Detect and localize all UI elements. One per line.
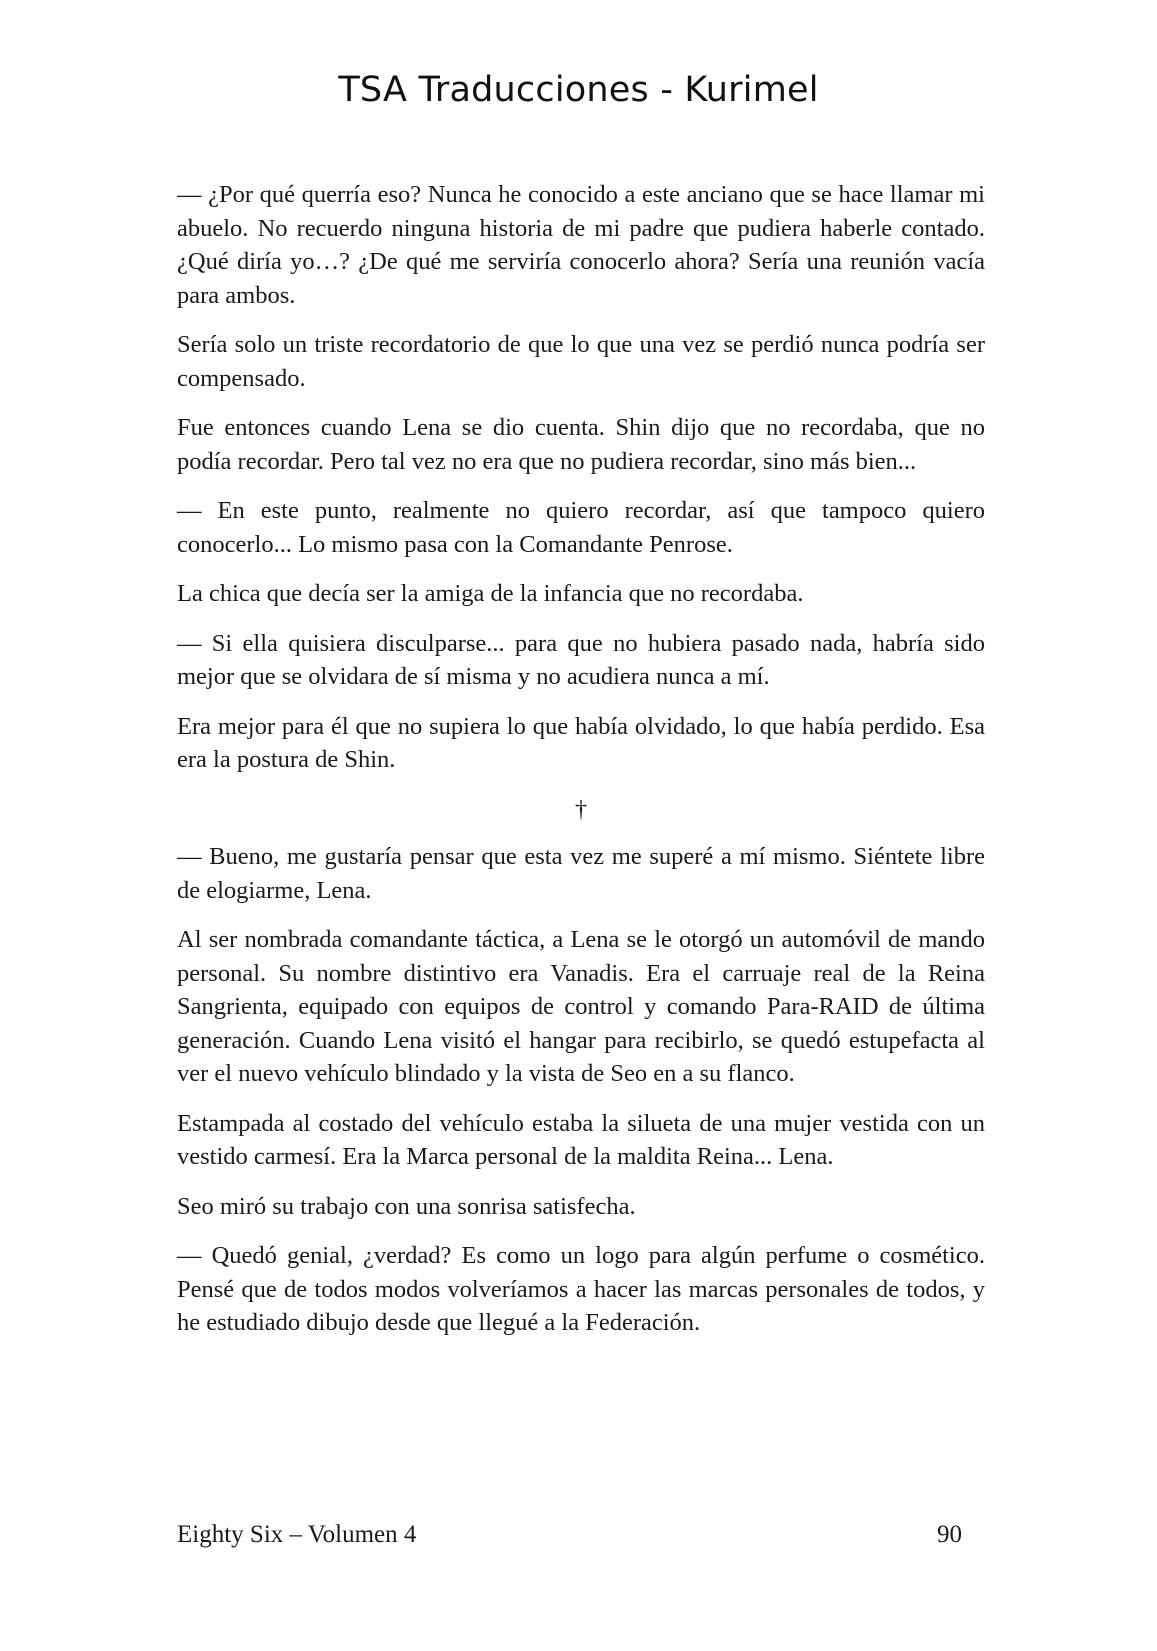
paragraph: Seo miró su trabajo con una sonrisa satisfecha.: [177, 1192, 636, 1220]
paragraph: La chica que decía ser la amiga de la infancia que no recordaba.: [177, 580, 804, 607]
page-header-title: TSA Traducciones - Kurimel: [338, 70, 819, 110]
section-separator-dagger: †: [574, 795, 588, 823]
paragraph: Sería solo un triste recordatorio de que lo que una vez se perdió nunca podría ser compensado.: [177, 331, 985, 392]
paragraph: Era mejor para él que no supiera lo que había olvidado, lo que había perdido. Esa era la postura de Shin.: [177, 712, 985, 773]
paragraph: — Quedó genial, ¿verdad? Es como un logo para algún perfume o cosmético. Pensé que de todos modos volveríamos a hacer las marcas personales de todos, y he estudiado dibujo desde que llegué a la Federación.: [177, 1242, 985, 1336]
paragraph: — Bueno, me gustaría pensar que esta vez me superé a mí mismo. Siéntete libre de elogiarme, Lena.: [177, 843, 985, 904]
paragraph: Fue entonces cuando Lena se dio cuenta. Shin dijo que no recordaba, que no podía recordar. Pero tal vez no era que no pudiera recordar, sino más bien...: [177, 414, 985, 475]
paragraph: — Si ella quisiera disculparse... para que no hubiera pasado nada, habría sido mejor que se olvidara de sí misma y no acudiera nunca a mí.: [177, 629, 985, 690]
paragraph: — ¿Por qué querría eso? Nunca he conocido a este anciano que se hace llamar mi abuelo. No recuerdo ninguna historia de mi padre que pudiera haberle contado. ¿Qué diría yo…? ¿De qué me serviría conocerlo ahora? Sería una reunión vacía para ambos.: [177, 181, 985, 309]
body-text: [177, 178, 985, 1356]
paragraph: — En este punto, realmente no quiero recordar, así que tampoco quiero conocerlo... Lo mismo pasa con la Comandante Penrose.: [177, 497, 985, 558]
page-number: 90: [937, 1521, 962, 1548]
paragraph: Al ser nombrada comandante táctica, a Lena se le otorgó un automóvil de mando personal. Su nombre distintivo era Vanadis. Era el carruaje real de la Reina Sangrienta, equipado con equipos de control y comando Para-RAID de última generación. Cuando Lena visitó el hangar para recibirlo, se quedó estupefacta al ver el nuevo vehículo blindado y la vista de Seo en a su flanco.: [177, 926, 985, 1087]
footer-book-title: Eighty Six – Volumen 4: [177, 1521, 417, 1548]
page-footer: [177, 1518, 962, 1552]
paragraph: Estampada al costado del vehículo estaba la silueta de una mujer vestida con un vestido carmesí. Era la Marca personal de la maldita Reina... Lena.: [177, 1109, 985, 1170]
